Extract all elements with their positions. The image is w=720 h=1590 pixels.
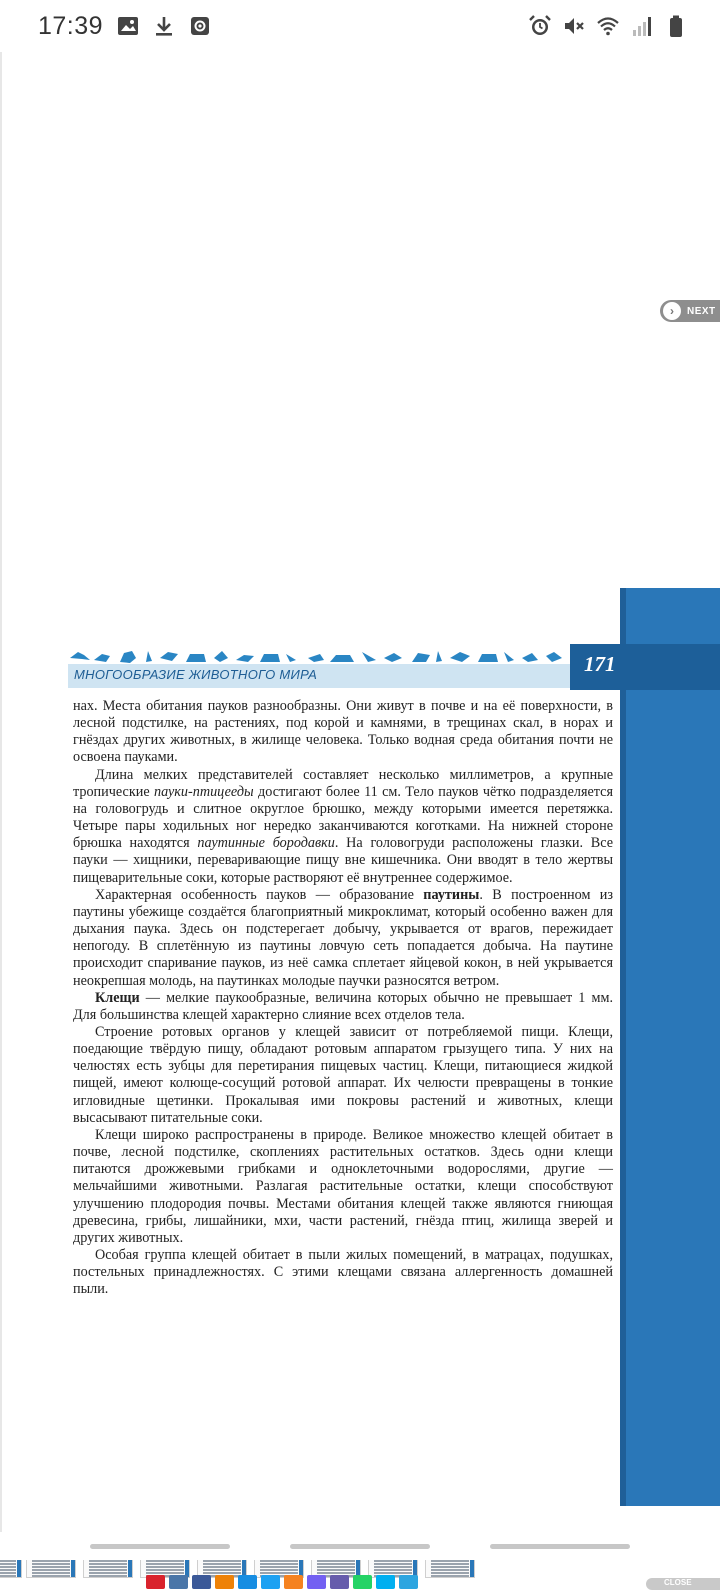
image-icon (116, 14, 140, 38)
share-orange-icon[interactable] (215, 1575, 234, 1589)
thumb-text-line (317, 1563, 355, 1565)
text-run: . На головогруди расположены глазки. Все пауки — хищники, переваривающие пищу вне кишечника. Они вводят в тело жертвы пищеварительные соки, которые растворяют её внутреннее содержимое. (73, 835, 614, 886)
thumb-text-line (317, 1572, 355, 1574)
share-icons-row[interactable] (146, 1575, 418, 1589)
nav-handle-right[interactable] (490, 1544, 630, 1549)
thumb-text-line (260, 1563, 298, 1565)
emphasized-term: паутинные бородавки (197, 835, 335, 852)
thumb-text-line (32, 1572, 70, 1574)
text-run: Особая группа клещей обитает в пыли жилых помещений, в матрацах, подушках, постельных принадлежностях. С этими клещами связана аллергенность домашней пыли. (73, 1247, 613, 1298)
chapter-title: МНОГООБРАЗИЕ ЖИВОТНОГО МИРА (74, 667, 318, 682)
text-run: — мелкие паукообразные, величина которых обычно не превышает 1 мм. Для большинства клещей характерно слияние всех отделов тела. (73, 989, 613, 1023)
page-side-bar (620, 588, 720, 1506)
thumb-text-line (0, 1575, 16, 1577)
thumb-text-line (431, 1569, 469, 1571)
paragraph (73, 767, 613, 887)
thumb-text-line (0, 1572, 16, 1574)
thumb-text-line (89, 1569, 127, 1571)
thumb-text-line (374, 1560, 412, 1562)
thumb-text-line (0, 1560, 16, 1562)
status-right-icons (528, 14, 688, 38)
thumb-text-line (374, 1563, 412, 1565)
emphasized-term: пауки-птицееды (154, 783, 254, 800)
next-button[interactable] (660, 300, 720, 322)
status-time: 17:39 (38, 12, 104, 40)
thumb-text-line (431, 1566, 469, 1568)
close-label: CLOSE (664, 1578, 692, 1587)
text-run: Строение ротовых органов у клещей зависит от потребляемой пищи. Клещи, поедающие твёрдую пищу, обладают ротовым аппаратом грызущего типа. У них на челюстях есть зубцы для перетирания пищевых частиц. Клещи, питающиеся жидкой пищей, имеют колюще-сосущий ротовой аппарат. Их челюсти превращены в тонкие игловидные щетинки. Прокалывая ими покровы растений и животных, клещи высасывают питательные соки. (73, 1023, 613, 1126)
thumb-text-line (32, 1563, 70, 1565)
thumb-text-line (32, 1569, 70, 1571)
paragraph (73, 887, 613, 990)
share-orange2-icon[interactable] (284, 1575, 303, 1589)
thumb-text-line (374, 1566, 412, 1568)
battery-icon (664, 14, 688, 38)
text-run: . В построенном из паутины убежище создаётся благоприятный микроклимат, который особенно важен для дыхания паука. Здесь он подстерегает добычу, укрывается от врагов, пережидает непогоду. В сплетённую из паутины ловчую сеть попадается добыча. На паутине происходит спаривание пауков, из неё самка сплетает яйцевой кокон, в ней укрывается неокрепшая молодь, на паутинках молодые паучки разносятся ветром. (73, 886, 613, 989)
share-red-icon[interactable] (146, 1575, 165, 1589)
paragraph (73, 698, 613, 767)
paragraph (73, 990, 613, 1024)
thumb-text-line (203, 1569, 241, 1571)
thumb-text-line (89, 1560, 127, 1562)
text-run: Клещи широко распространены в природе. Великое множество клещей обитает в почве, лесной подстилке, скоплениях растительных остатков. Здесь одни клещи питаются дрожжевыми грибками и одноклеточными водорослями, другие — мельчайшими животными. Разлагая растительные остатки, клещи способствуют улучшению плодородия почвы. Местами обитания клещей также являются гниющая древесина, грибы, лишайники, мхи, части растений, гнёзда птиц, жилища зверей и других животных. (73, 1126, 613, 1246)
share-telegram-icon[interactable] (399, 1575, 418, 1589)
thumb-text-line (203, 1572, 241, 1574)
thumb-text-line (203, 1563, 241, 1565)
status-left-icons (116, 14, 212, 38)
thumb-text-line (317, 1566, 355, 1568)
thumb-text-line (0, 1569, 16, 1571)
thumb-text-line (146, 1572, 184, 1574)
text-run: достигают более 11 см. Тело пауков чётко подразделяется на головогрудь и слитное округлое брюшко, между которыми имеется перетяжка. Четыре пары ходильных ног нередко заканчиваются коготками. На нижней стороне брюшка находятся (73, 783, 613, 852)
nav-handle-left[interactable] (90, 1544, 230, 1549)
paragraph (73, 1247, 613, 1298)
share-facebook-icon[interactable] (192, 1575, 211, 1589)
thumb-text-line (32, 1566, 70, 1568)
wifi-icon (596, 14, 620, 38)
chapter-header-band (68, 664, 570, 688)
share-blue-icon[interactable] (169, 1575, 188, 1589)
thumb-text-line (431, 1572, 469, 1574)
document-viewer[interactable] (0, 52, 720, 1587)
thumb-text-line (317, 1560, 355, 1562)
thumb-text-line (260, 1560, 298, 1562)
thumb-text-line (260, 1572, 298, 1574)
thumb-text-line (431, 1563, 469, 1565)
thumb-text-line (89, 1572, 127, 1574)
chevron-right-icon: › (663, 302, 681, 320)
page-edge (0, 52, 2, 1532)
system-nav-bar (0, 1532, 720, 1560)
thumb-text-line (89, 1563, 127, 1565)
thumb-text-line (146, 1563, 184, 1565)
share-purple-icon[interactable] (307, 1575, 326, 1589)
thumb-text-line (89, 1566, 127, 1568)
text-run: Характерная особенность пауков — образование (95, 886, 424, 903)
thumb-text-line (146, 1560, 184, 1562)
thumb-text-line (146, 1566, 184, 1568)
thumb-text-line (32, 1575, 70, 1577)
paragraph (73, 1024, 613, 1127)
signal-icon (630, 14, 654, 38)
download-icon (152, 14, 176, 38)
close-button[interactable] (646, 1578, 720, 1590)
share-viber-icon[interactable] (330, 1575, 349, 1589)
thumb-text-line (146, 1569, 184, 1571)
thumb-text-line (374, 1569, 412, 1571)
next-label: NEXT (687, 305, 716, 317)
thumb-text-line (260, 1566, 298, 1568)
page-number: 171 (584, 652, 616, 676)
mute-icon (562, 14, 586, 38)
share-mail-icon[interactable] (238, 1575, 257, 1589)
emphasized-term: паутины (423, 886, 480, 903)
emphasized-term: Клещи (95, 989, 140, 1006)
page-side-bar-shade (620, 588, 626, 1506)
share-skype-icon[interactable] (376, 1575, 395, 1589)
alarm-icon (528, 14, 552, 38)
nav-handle-center[interactable] (290, 1544, 430, 1549)
share-twitter-icon[interactable] (261, 1575, 280, 1589)
status-bar (0, 0, 720, 52)
thumb-text-line (203, 1560, 241, 1562)
page-number-box (570, 644, 720, 690)
page-body-text (73, 698, 613, 1298)
share-whatsapp-icon[interactable] (353, 1575, 372, 1589)
thumb-text-line (32, 1560, 70, 1562)
thumb-text-line (0, 1566, 16, 1568)
thumb-text-line (0, 1563, 16, 1565)
text-run: нах. Места обитания пауков разнообразны. Они живут в почве и на её поверхности, в лесной подстилке, на растениях, под корой и камнями, в трещинах скал, в норах и гнёздах других животных, в жилище человека. Только водная среда обитания почти не освоена пауками. (73, 698, 613, 766)
thumb-text-line (203, 1566, 241, 1568)
thumb-text-line (260, 1569, 298, 1571)
paragraph (73, 1127, 613, 1247)
thumb-text-line (431, 1560, 469, 1562)
thumb-text-line (431, 1575, 469, 1577)
thumb-text-line (374, 1572, 412, 1574)
thumb-text-line (317, 1569, 355, 1571)
record-icon (188, 14, 212, 38)
text-run: Длина мелких представителей составляет несколько миллиметров, а крупные тропические (73, 766, 613, 800)
thumb-text-line (89, 1575, 127, 1577)
